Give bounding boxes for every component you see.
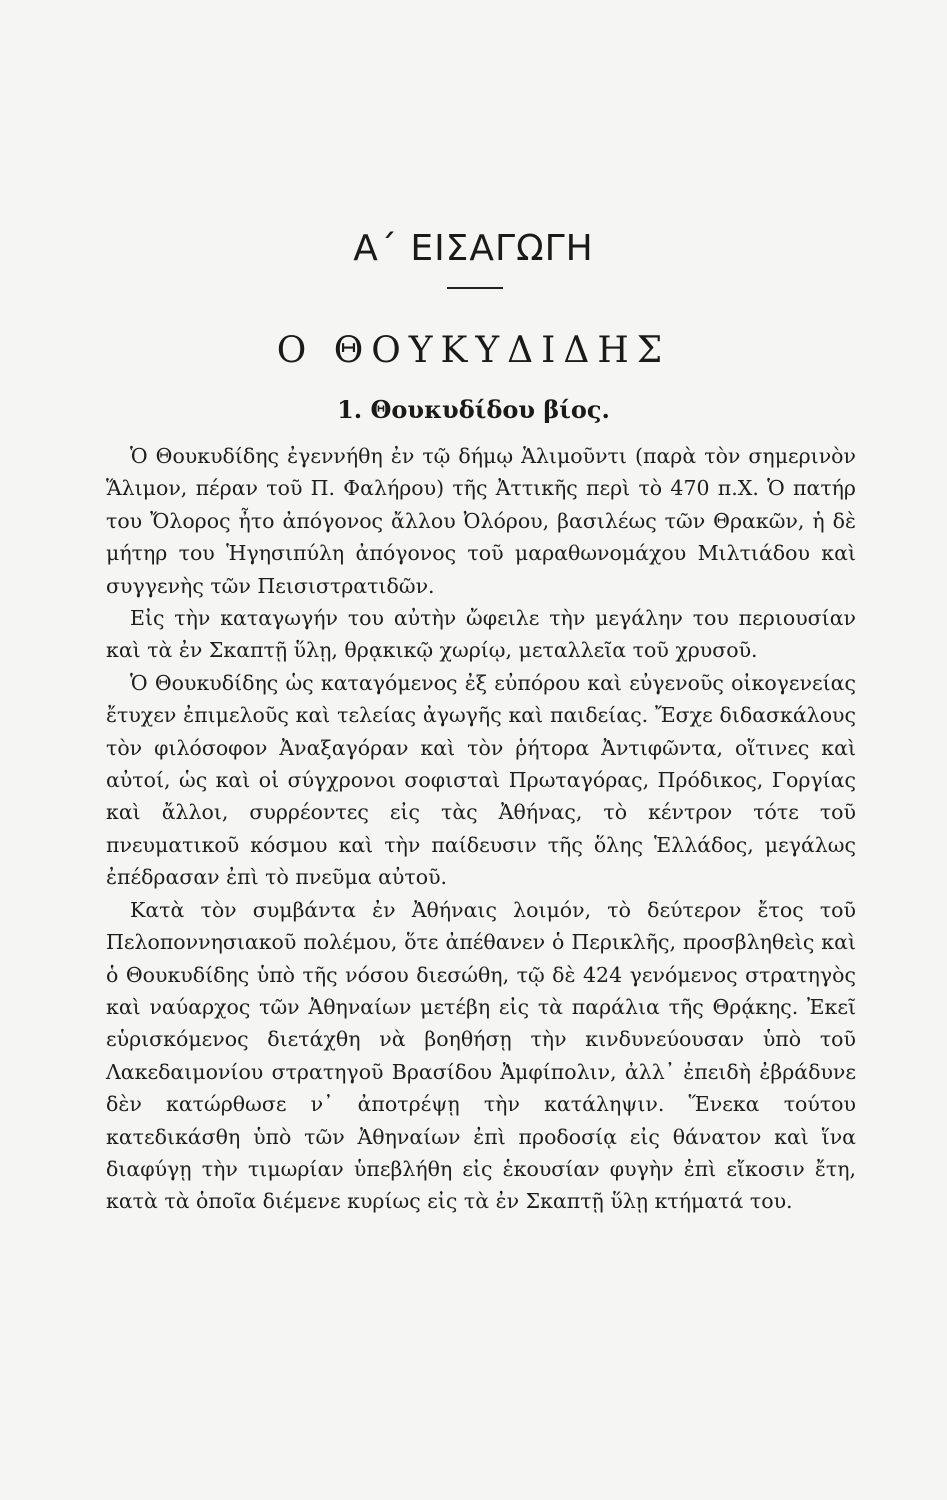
chapter-title: Ο ΘΟΥΚΥΔΙΔΗΣ [276,330,671,371]
part-heading: Α΄ ΕΙΣΑΓΩΓΗ [353,228,594,269]
body-text [106,440,856,1218]
section-title: 1. Θουκυδίδου βίος. [337,395,610,424]
paragraph-wealth: Εἰς τὴν καταγωγήν του αὐτὴν ὤφειλε τὴν μεγάλην του περιουσίαν καὶ τὰ ἐν Σκαπτῇ ὕλῃ, θρᾳκικῷ χωρίῳ, μεταλλεῖα τοῦ χρυσοῦ. [106,606,856,663]
paragraph-birth: Ὁ Θουκυδίδης ἐγεννήθη ἐν τῷ δήμῳ Ἁλιμοῦντι (παρὰ τὸν σημερινὸν Ἅλιμον, πέραν τοῦ Π. Φαλήρου) τῆς Ἀττικῆς περὶ τὸ 470 π.Χ. Ὁ πατήρ του Ὄλορος ἦτο ἀπόγονος ἄλλου Ὀλόρου, βασιλέως τῶν Θρακῶν, ἡ δὲ μήτηρ του Ἡγησιπύλη ἀπόγονος τοῦ μαραθωνομάχου Μιλτιάδου καὶ συγγενὴς τῶν Πεισιστρατιδῶν. [106,444,856,598]
paragraph-career: Κατὰ τὸν συμβάντα ἐν Ἀθήναις λοιμόν, τὸ δεύτερον ἔτος τοῦ Πελοποννησιακοῦ πολέμου, ὅτε ἀπέθανεν ὁ Περικλῆς, προσβληθεὶς καὶ ὁ Θουκυδίδης ὑπὸ τῆς νόσου διεσώθη, τῷ δὲ 424 γενόμενος στρατηγὸς καὶ ναύαρχος τῶν Ἀθηναίων μετέβη εἰς τὰ παράλια τῆς Θρᾴκης. Ἐκεῖ εὑρισκόμενος διετάχθη νὰ βοηθήσῃ τὴν κινδυνεύουσαν ὑπὸ τοῦ Λακεδαιμονίου στρατηγοῦ Βρασίδου Ἀμφίπολιν, ἀλλ᾽ ἐπειδὴ ἐβράδυνε δὲν κατώρθωσε ν᾽ ἀποτρέψῃ τὴν κατάληψιν. Ἕνεκα τούτου κατεδικάσθη ὑπὸ τῶν Ἀθηναίων ἐπὶ προδοσίᾳ εἰς θάνατον καὶ ἵνα διαφύγῃ τὴν τιμωρίαν ὑπεβλήθη εἰς ἑκουσίαν φυγὴν ἐπὶ εἴκοσιν ἔτη, κατὰ τὰ ὁποῖα διέμενε κυρίως εἰς τὰ ἐν Σκαπτῇ ὕλῃ κτήματά του. [106,897,856,1214]
heading-rule [447,287,503,289]
paragraph-education: Ὁ Θουκυδίδης ὡς καταγόμενος ἐξ εὐπόρου καὶ εὐγενοῦς οἰκογενείας ἔτυχεν ἐπιμελοῦς καὶ τελείας ἀγωγῆς καὶ παιδείας. Ἔσχε διδασκάλους τὸν φιλόσοφον Ἀναξαγόραν καὶ τὸν ῥήτορα Ἀντιφῶντα, οἵτινες καὶ αὐτοί, ὡς καὶ οἱ σύγχρονοι σοφισταὶ Πρωταγόρας, Πρόδικος, Γοργίας καὶ ἄλλοι, συρρέοντες εἰς τὰς Ἀθήνας, τὸ κέντρον τότε τοῦ πνευματικοῦ κόσμου καὶ τὴν παίδευσιν τῆς ὅλης Ἑλλάδος, μεγάλως ἐπέδρασαν ἐπὶ τὸ πνεῦμα αὐτοῦ. [106,670,856,890]
